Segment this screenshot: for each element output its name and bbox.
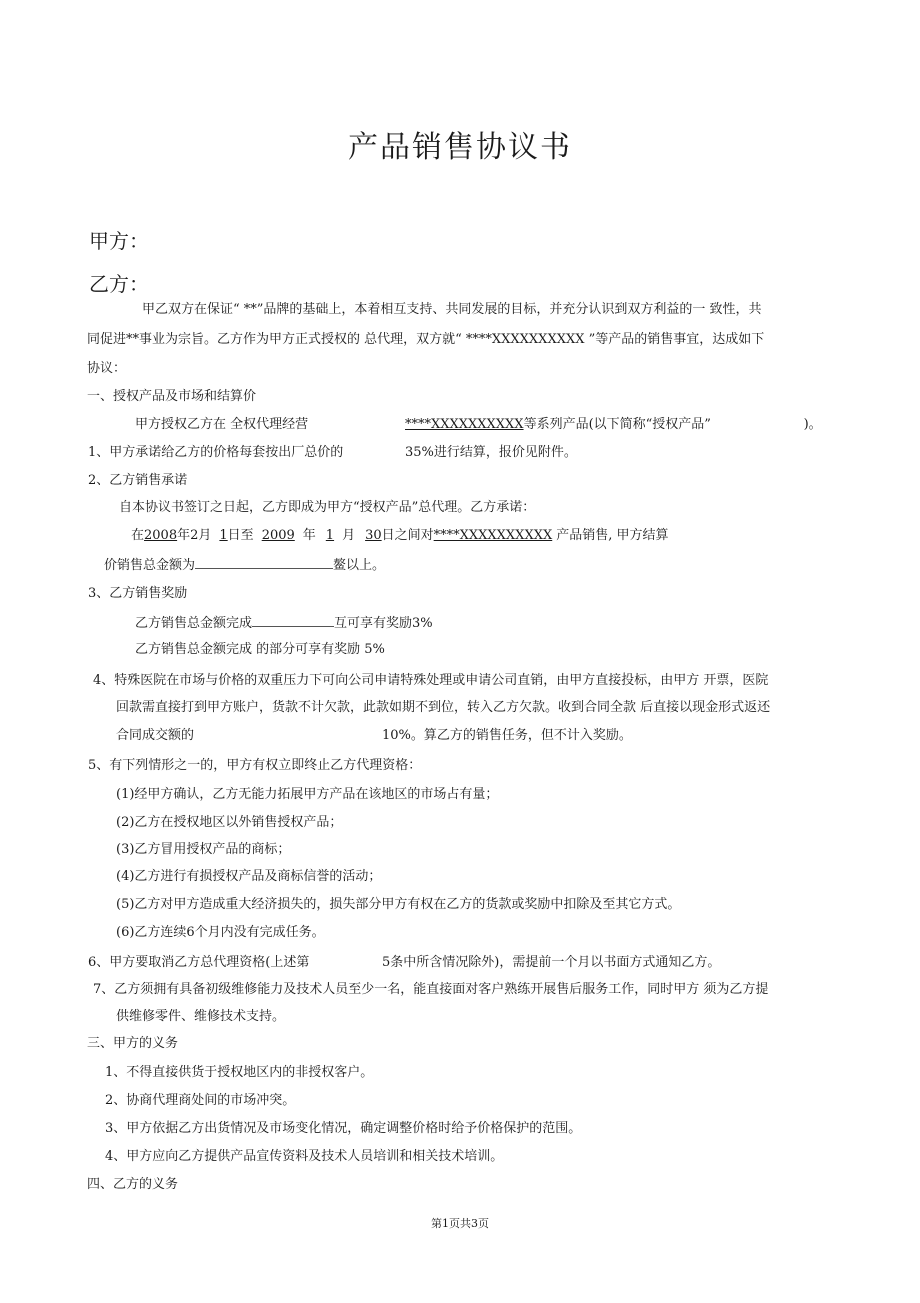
item-1-rate: 35%进行结算，报价见附件。 xyxy=(405,445,577,460)
intro-line-1: 甲乙双方在保证“ **”品牌的基础上，本着相互支持、共同发展的目标，并充分认识到双方利益的一 致性，共 xyxy=(142,302,762,317)
total-amount-label: 价销售总金额为 xyxy=(104,558,196,573)
text-day-between: 日之间对 xyxy=(381,528,434,543)
item-4-line-1: 4、特殊医院在市场与价格的双重压力下可向公司申请特殊处理或申请公司直销，由甲方直接投标，由甲方 开票，医院 xyxy=(93,673,769,688)
item-2-heading: 2、乙方销售承诺 xyxy=(88,473,188,488)
reward-label-1: 乙方销售总金额完成 xyxy=(135,616,253,631)
text-in: 在 xyxy=(131,528,145,543)
section-3-item-2: 2、协商代理商处间的市场冲突。 xyxy=(105,1093,296,1108)
item-2-para-3 xyxy=(104,555,385,575)
item-5-case-4: (4)乙方进行有损授权产品及商标信誉的活动； xyxy=(116,869,382,884)
intro-line-2: 同促进**事业为宗旨。乙方作为甲方正式授权的 总代理，双方就“ ****XXXXXXXXXX ”等产品的销售事宜，达成如下 xyxy=(87,332,765,347)
item-3-heading: 3、乙方销售奖励 xyxy=(88,586,188,601)
page-footer: 第1页共3页 xyxy=(431,1217,489,1230)
section-3-item-1: 1、不得直接供货于授权地区内的非授权客户。 xyxy=(105,1065,374,1080)
item-4-line-2: 回款需直接打到甲方账户，货款不计欠款，此款如期不到位，转入乙方欠款。收到合同全款 后直接以现金形式返还 xyxy=(116,700,771,715)
item-5-case-3: (3)乙方冒用授权产品的商标； xyxy=(116,842,291,857)
party-b-label: 乙方： xyxy=(89,272,149,296)
total-amount-blank[interactable] xyxy=(195,555,333,569)
authorization-text: 甲方授权乙方在 全权代理经营 xyxy=(135,417,309,432)
item-5-case-6: (6)乙方连续6个月内没有完成任务。 xyxy=(116,925,325,940)
item-6 xyxy=(88,954,720,972)
item-7-line-2: 供维修零件、维修技术支持。 xyxy=(116,1009,286,1024)
item-4-line-3-rate: 10%。算乙方的销售任务，但不计入奖励。 xyxy=(382,728,632,743)
item-5-case-1: (1)经甲方确认，乙方无能力拓展甲方产品在该地区的市场占有量； xyxy=(116,787,499,802)
item-2-para-1: 自本协议书签订之日起，乙方即成为甲方“授权产品”总代理。乙方承诺： xyxy=(119,500,536,515)
text-year-month: 年2月 xyxy=(177,528,212,543)
item-5-case-2: (2)乙方在授权地区以外销售授权产品； xyxy=(116,815,343,830)
item-1-text: 1、甲方承诺给乙方的价格每套按出厂总价的 xyxy=(88,445,344,460)
item-5-case-5: (5)乙方对甲方造成重大经济损失的，损失部分甲方有权在乙方的货款或奖励中扣除及至其它方式。 xyxy=(116,897,681,912)
section-3-item-4: 4、甲方应向乙方提供产品宣传资料及技术人员培训和相关技术培训。 xyxy=(105,1149,504,1164)
item-2-para-2 xyxy=(131,527,668,545)
start-day: 1 xyxy=(219,528,228,543)
end-month: 1 xyxy=(325,528,335,543)
item-4-line-3 xyxy=(116,727,632,745)
product-code: ****XXXXXXXXXX xyxy=(405,417,524,432)
intro-line-3: 协议： xyxy=(87,361,127,376)
section-3-item-3: 3、甲方依据乙方出货情况及市场变化情况，确定调整价格时给予价格保护的范围。 xyxy=(105,1121,582,1136)
reward-amount-blank[interactable] xyxy=(252,613,334,627)
start-year: 2008 xyxy=(144,528,178,543)
item-5-heading: 5、有下列情形之一的，甲方有权立即终止乙方代理资格： xyxy=(88,758,422,773)
section-4-heading: 四、乙方的义务 xyxy=(87,1177,179,1192)
product-code-2: ****XXXXXXXXXX xyxy=(433,528,553,543)
party-a-label: 甲方： xyxy=(89,229,149,253)
authorization-clause xyxy=(135,416,822,434)
item-3-para-2: 乙方销售总金额完成 的部分可享有奖励 5% xyxy=(135,642,385,657)
item-4-line-3-text: 合同成交额的 xyxy=(116,728,195,743)
authorization-text-end: )。 xyxy=(803,417,822,432)
end-year: 2009 xyxy=(261,528,295,543)
item-7-line-1: 7、乙方须拥有具备初级维修能力及技术人员至少一名，能直接面对客户熟练开展售后服务工作，同时甲方 须为乙方提 xyxy=(93,982,769,997)
item-6-text-2: 5条中所含情况除外)，需提前一个月以书面方式通知乙方。 xyxy=(382,955,721,970)
text-month: 月 xyxy=(342,528,356,543)
reward-rate-1: 互可享有奖励3% xyxy=(334,616,433,631)
total-amount-suffix: 鳌以上。 xyxy=(333,558,386,573)
end-day: 30 xyxy=(365,528,382,543)
text-year: 年 xyxy=(302,528,316,543)
item-3-para-1 xyxy=(135,613,433,633)
authorization-text-2: 等系列产品(以下简称“授权产品” xyxy=(523,417,711,432)
page-title: 产品销售协议书 xyxy=(348,130,572,165)
section-1-heading: 一、授权产品及市场和结算价 xyxy=(87,389,257,404)
text-day-to: 日至 xyxy=(227,528,254,543)
text-settlement: 产品销售, 甲方结算 xyxy=(556,528,669,543)
item-1 xyxy=(88,444,577,462)
item-6-text: 6、甲方要取消乙方总代理资格(上述第 xyxy=(88,955,310,970)
section-3-heading: 三、甲方的义务 xyxy=(87,1036,179,1051)
